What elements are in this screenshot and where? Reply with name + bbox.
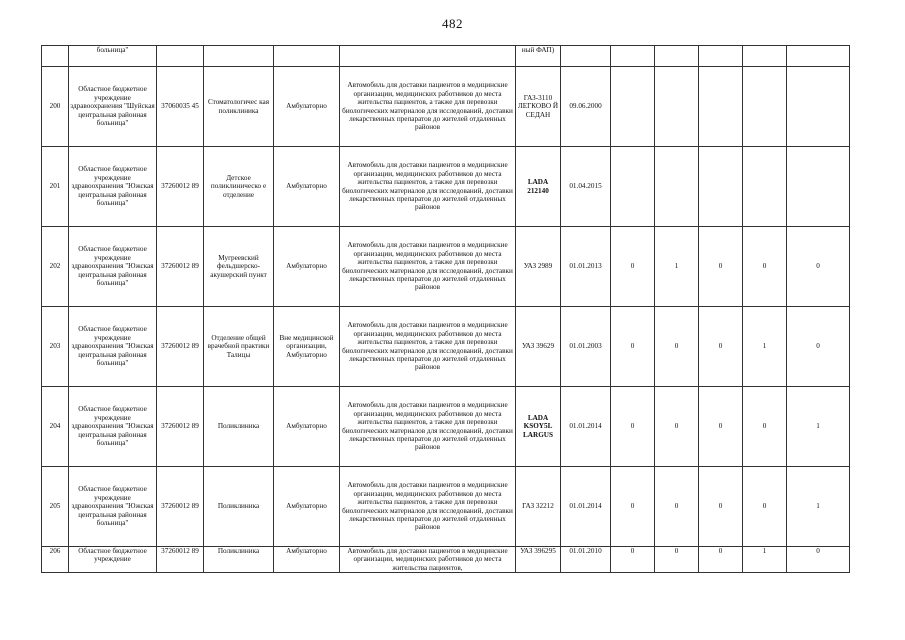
count-cell-5: 0 (787, 547, 850, 573)
unit-cell: Поликлиника (204, 467, 274, 547)
code-cell: 37260012 89 (157, 387, 204, 467)
count-cell-3 (699, 46, 743, 67)
count-cell-1: 0 (611, 227, 655, 307)
count-cell-2 (655, 67, 699, 147)
vehicle-cell: УАЗ 39629 (516, 307, 561, 387)
count-cell-4 (743, 147, 787, 227)
purpose-cell: Автомобиль для доставки пациентов в медицинские организации, медицинских работников до места жительства пациентов, а также для перевозки биологических материалов для исследований, доставки лекарственных препаратов до жителей отдаленных районов (340, 67, 516, 147)
date-cell (561, 46, 611, 67)
code-cell: 37260012 89 (157, 467, 204, 547)
care-cell: Амбулаторно (274, 387, 340, 467)
count-cell-2 (655, 147, 699, 227)
count-cell-3: 0 (699, 227, 743, 307)
care-cell: Амбулаторно (274, 467, 340, 547)
vehicle-cell: ный ФАП) (516, 46, 561, 67)
page-number: 482 (442, 16, 463, 31)
date-cell: 09.06.2000 (561, 67, 611, 147)
care-cell: Амбулаторно (274, 227, 340, 307)
code-cell: 37260012 89 (157, 307, 204, 387)
organization-cell: Областное бюджетное учреждение здравоохранения "Южская центральная районная больница" (69, 227, 157, 307)
count-cell-2: 0 (655, 387, 699, 467)
table-row (42, 467, 850, 547)
row-number-cell: 201 (42, 147, 69, 227)
unit-cell: Поликлиника (204, 387, 274, 467)
purpose-cell: Автомобиль для доставки пациентов в медицинские организации, медицинских работников до места жительства пациентов, а также для перевозки биологических материалов для исследований, доставки лекарственных препаратов до жителей отдаленных районов (340, 467, 516, 547)
purpose-cell: Автомобиль для доставки пациентов в медицинские организации, медицинских работников до места жительства пациентов, а также для перевозки биологических материалов для исследований, доставки лекарственных препаратов до жителей отдаленных районов (340, 147, 516, 227)
count-cell-5 (787, 46, 850, 67)
row-number-cell: 202 (42, 227, 69, 307)
organization-cell: Областное бюджетное учреждение здравоохранения "Южская центральная районная больница" (69, 467, 157, 547)
unit-cell: Детское поликлиническо е отделение (204, 147, 274, 227)
care-cell: Амбулаторно (274, 147, 340, 227)
date-cell: 01.01.2003 (561, 307, 611, 387)
unit-cell: Стоматологичес кая поликлиника (204, 67, 274, 147)
vehicle-cell: ГАЗ-3110 ЛЕГКОВО Й СЕДАН (516, 67, 561, 147)
count-cell-5: 1 (787, 467, 850, 547)
code-cell: 37260012 89 (157, 227, 204, 307)
organization-cell: Областное бюджетное учреждение (69, 547, 157, 573)
count-cell-4: 1 (743, 307, 787, 387)
table-row (42, 67, 850, 147)
care-cell (274, 46, 340, 67)
count-cell-5: 0 (787, 307, 850, 387)
vehicle-cell: УАЗ 2989 (516, 227, 561, 307)
row-number-cell: 200 (42, 67, 69, 147)
date-cell: 01.01.2010 (561, 547, 611, 573)
count-cell-1 (611, 46, 655, 67)
organization-cell: Областное бюджетное учреждение здравоохранения "Южская центральная районная больница" (69, 307, 157, 387)
count-cell-1: 0 (611, 387, 655, 467)
purpose-cell: Автомобиль для доставки пациентов в медицинские организации, медицинских работников до места жительства пациентов, а также для перевозки биологических материалов для исследований, доставки лекарственных препаратов до жителей отдаленных районов (340, 387, 516, 467)
count-cell-5 (787, 67, 850, 147)
count-cell-3: 0 (699, 547, 743, 573)
vehicle-cell: LADA 212140 (516, 147, 561, 227)
count-cell-3: 0 (699, 307, 743, 387)
count-cell-2: 1 (655, 227, 699, 307)
count-cell-1 (611, 67, 655, 147)
unit-cell: Поликлиника (204, 547, 274, 573)
row-number-cell: 205 (42, 467, 69, 547)
organization-cell: Областное бюджетное учреждение здравоохранения "Шуйская центральная районная больница" (69, 67, 157, 147)
count-cell-3: 0 (699, 387, 743, 467)
table-row (42, 387, 850, 467)
table-row (42, 547, 850, 573)
table-row (42, 307, 850, 387)
organization-cell: больница" (69, 46, 157, 67)
count-cell-4 (743, 46, 787, 67)
row-number-cell: 206 (42, 547, 69, 573)
count-cell-3 (699, 147, 743, 227)
count-cell-5: 0 (787, 227, 850, 307)
unit-cell: Отделение общей врачебной практики Талицы (204, 307, 274, 387)
organization-cell: Областное бюджетное учреждение здравоохранения "Южская центральная районная больница" (69, 387, 157, 467)
count-cell-2: 0 (655, 547, 699, 573)
count-cell-4: 1 (743, 547, 787, 573)
count-cell-1 (611, 147, 655, 227)
date-cell: 01.01.2014 (561, 387, 611, 467)
count-cell-2: 0 (655, 307, 699, 387)
vehicle-cell: LADA KSOY5L LARGUS (516, 387, 561, 467)
count-cell-5: 1 (787, 387, 850, 467)
row-number-cell (42, 46, 69, 67)
date-cell: 01.04.2015 (561, 147, 611, 227)
count-cell-3: 0 (699, 467, 743, 547)
unit-cell (204, 46, 274, 67)
count-cell-4: 0 (743, 387, 787, 467)
count-cell-2 (655, 46, 699, 67)
vehicle-register-table (41, 45, 850, 573)
code-cell (157, 46, 204, 67)
unit-cell: Мугреевский фельдшерско-акушерский пункт (204, 227, 274, 307)
vehicle-cell: ГАЗ 32212 (516, 467, 561, 547)
count-cell-4: 0 (743, 467, 787, 547)
care-cell: Вне медицинской организации, Амбулаторно (274, 307, 340, 387)
count-cell-2: 0 (655, 467, 699, 547)
code-cell: 37060035 45 (157, 67, 204, 147)
table-body (42, 46, 850, 573)
purpose-cell (340, 46, 516, 67)
code-cell: 37260012 89 (157, 547, 204, 573)
purpose-cell: Автомобиль для доставки пациентов в медицинские организации, медицинских работников до места жительства пациентов, (340, 547, 516, 573)
count-cell-4 (743, 67, 787, 147)
purpose-cell: Автомобиль для доставки пациентов в медицинские организации, медицинских работников до места жительства пациентов, а также для перевозки биологических материалов для исследований, доставки лекарственных препаратов до жителей отдаленных районов (340, 227, 516, 307)
table-row (42, 227, 850, 307)
count-cell-1: 0 (611, 307, 655, 387)
date-cell: 01.01.2014 (561, 467, 611, 547)
row-number-cell: 203 (42, 307, 69, 387)
organization-cell: Областное бюджетное учреждение здравоохранения "Южская центральная районная больница" (69, 147, 157, 227)
count-cell-4: 0 (743, 227, 787, 307)
care-cell: Амбулаторно (274, 67, 340, 147)
count-cell-1: 0 (611, 467, 655, 547)
count-cell-5 (787, 147, 850, 227)
row-number-cell: 204 (42, 387, 69, 467)
date-cell: 01.01.2013 (561, 227, 611, 307)
care-cell: Амбулаторно (274, 547, 340, 573)
code-cell: 37260012 89 (157, 147, 204, 227)
purpose-cell: Автомобиль для доставки пациентов в медицинские организации, медицинских работников до места жительства пациентов, а также для перевозки биологических материалов для исследований, доставки лекарственных препаратов до жителей отдаленных районов (340, 307, 516, 387)
count-cell-3 (699, 67, 743, 147)
table-row-continued (42, 46, 850, 67)
vehicle-cell: УАЗ 396295 (516, 547, 561, 573)
table-row (42, 147, 850, 227)
count-cell-1: 0 (611, 547, 655, 573)
